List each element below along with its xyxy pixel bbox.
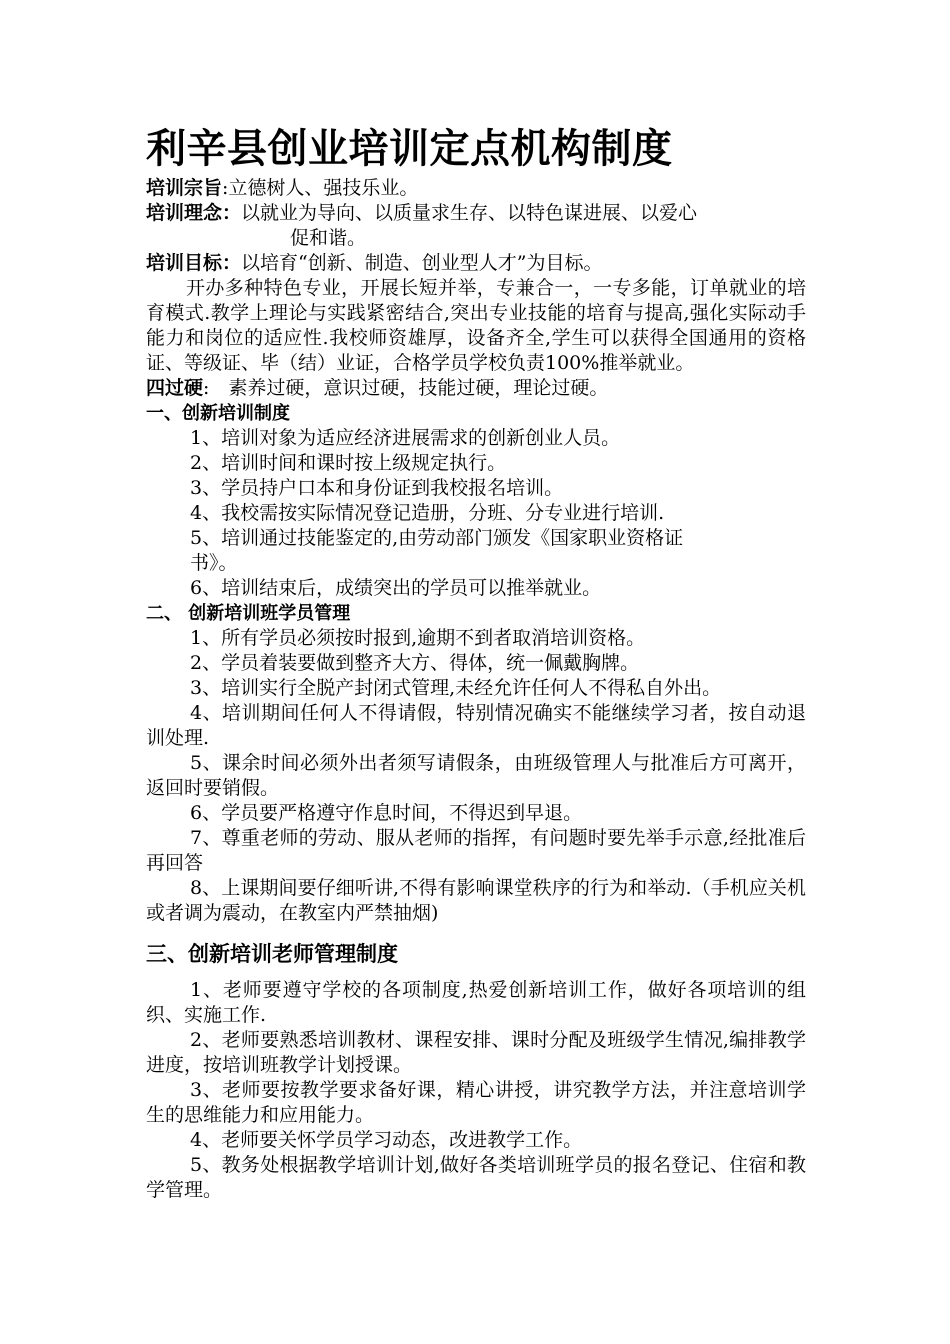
goal-label: 培训目标： — [146, 252, 242, 274]
document-title: 利辛县创业培训定点机构制度 — [146, 125, 673, 172]
section1-item: 4、我校需按实际情况登记造册，分班、分专业进行培训. — [190, 502, 665, 524]
purpose-label: 培训宗旨 — [146, 177, 223, 199]
intro-paragraph: 开办多种特色专业，开展长短并举，专兼合一，一专多能，订单就业的培育模式.教学上理论与实践紧密结合,突出专业技能的培育与提高,强化实际动手能力和岗位的适应性.我校师资雄厚，设备齐全,学生可以获得全国通用的资格证、等级证、毕（结）业证，合格学员学校负责100%推举就业。 — [146, 277, 806, 374]
concept-label: 培训理念： — [146, 202, 242, 224]
section1-heading: 一、创新培训制度 — [146, 403, 290, 424]
document-page — [146, 122, 806, 1203]
section1-item: 6、培训结束后，成绩突出的学员可以推举就业。 — [190, 577, 602, 599]
section2-item: 8、上课期间要仔细听讲,不得有影响课堂秩序的行为和举动.（手机应关机或者调为震动，在教室内严禁抽烟) — [146, 877, 806, 924]
section1-item: 5、培训通过技能鉴定的,由劳动部门颁发《国家职业资格证 — [190, 527, 684, 549]
section3-heading: 三、创新培训老师管理制度 — [146, 941, 398, 966]
concept-line — [146, 201, 806, 226]
section2-item: 2、学员着装要做到整齐大方、得体，统一佩戴胸牌。 — [190, 652, 640, 674]
goal-line — [146, 251, 806, 276]
section2-item: 3、培训实行全脱产封闭式管理,未经允许任何人不得私自外出。 — [190, 677, 722, 699]
section2-item: 6、学员要严格遵守作息时间，不得迟到早退。 — [190, 802, 583, 824]
concept-line-cont: 促和谐。 — [290, 227, 367, 249]
section3-item: 4、老师要关怀学员学习动态，改进教学工作。 — [190, 1129, 583, 1151]
section2-item: 4、培训期间任何人不得请假，特别情况确实不能继续学习者，按自动退训处理. — [146, 702, 806, 749]
four-text: : 素养过硬，意识过硬，技能过硬，理论过硬。 — [203, 377, 609, 399]
section2-heading: 二、 创新培训班学员管理 — [146, 603, 351, 624]
purpose-line — [146, 176, 806, 201]
four-label: 四过硬 — [146, 377, 204, 399]
section3-item: 3、老师要按教学要求备好课，精心讲授，讲究教学方法，并注意培训学生的思维能力和应用能力。 — [146, 1079, 806, 1126]
section3-item: 5、教务处根据教学培训计划,做好各类培训班学员的报名登记、住宿和教学管理。 — [146, 1154, 806, 1201]
concept-text: 以就业为导向、以质量求生存、以特色谋进展、以爱心 — [241, 202, 698, 224]
section2-item: 7、尊重老师的劳动、服从老师的指挥，有问题时要先举手示意,经批准后再回答 — [146, 827, 806, 874]
section2-item: 5、课余时间必须外出者须写请假条，由班级管理人与批准后方可离开，返回时要销假。 — [146, 752, 806, 799]
goal-text: 以培育“创新、制造、创业型人才”为目标。 — [241, 252, 603, 274]
section1-item: 1、培训对象为适应经济进展需求的创新创业人员。 — [190, 427, 621, 449]
purpose-text: :立德树人、强技乐业。 — [222, 177, 419, 199]
section2-item: 1、所有学员必须按时报到,逾期不到者取消培训资格。 — [190, 627, 646, 649]
section3-item: 1、老师要遵守学校的各项制度,热爱创新培训工作，做好各项培训的组织、实施工作. — [146, 979, 806, 1026]
section1-item: 3、学员持户口本和身份证到我校报名培训。 — [190, 477, 564, 499]
section1-item: 2、培训时间和课时按上级规定执行。 — [190, 452, 507, 474]
four-line — [146, 376, 806, 401]
section3-item: 2、老师要熟悉培训教材、课程安排、课时分配及班级学生情况,编排教学进度，按培训班教学计划授课。 — [146, 1029, 806, 1076]
section1-item: 书》。 — [190, 552, 238, 574]
